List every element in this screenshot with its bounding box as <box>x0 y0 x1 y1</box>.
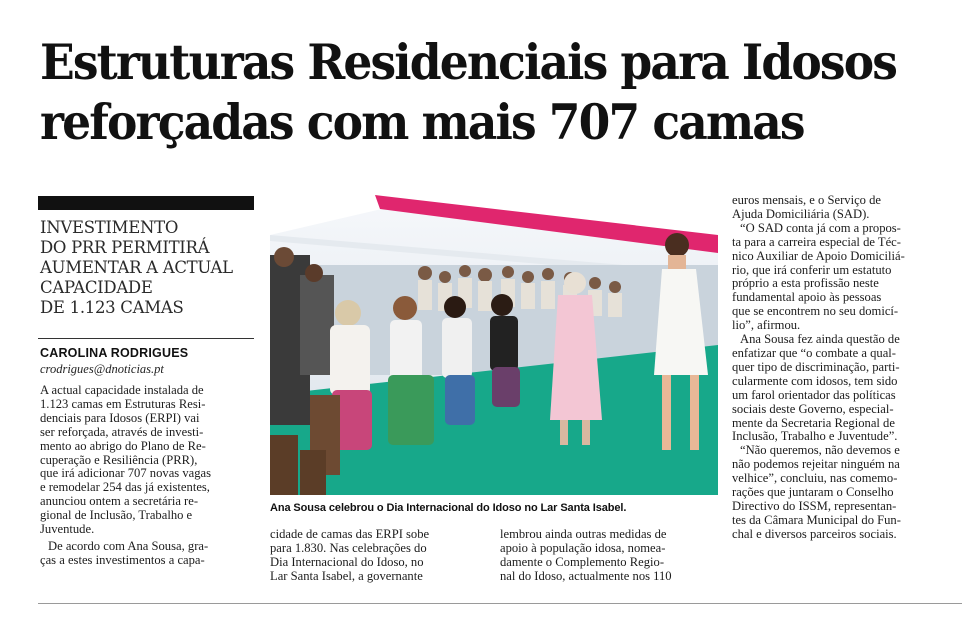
text-line: A actual capacidade instalada de <box>40 384 204 397</box>
deck-line: INVESTIMENTO <box>40 218 179 237</box>
headline-line-2: reforçadas com mais 707 camas <box>40 93 804 151</box>
text-line: Juventude. <box>40 523 95 537</box>
text-line: que irá adicionar 707 novas vagas <box>40 467 212 481</box>
text-line: Lar Santa Isabel, a governante <box>270 569 423 583</box>
text-line: próprio a esta profissão neste <box>732 277 879 291</box>
deck-divider <box>38 338 254 339</box>
text-line: chal e diversos parceiros sociais. <box>732 527 897 541</box>
text-line: ças a estes investimentos a capa- <box>40 553 205 567</box>
text-line: Directivo do ISSM, representan- <box>732 499 897 513</box>
text-line: fundamental apoio às pessoas <box>732 291 882 305</box>
text-line: Ana Sousa fez ainda questão de <box>740 333 900 347</box>
text-line: damente o Complemento Regio- <box>500 555 665 569</box>
byline-author: CAROLINA RODRIGUES <box>40 346 189 360</box>
text-line: quer tipo de discriminação, parti- <box>732 360 900 374</box>
text-line: Ajuda Domiciliária (SAD). <box>732 207 870 221</box>
text-line: ser reforçada, através de investi- <box>40 425 204 439</box>
text-line: lembrou ainda outras medidas de <box>500 528 667 541</box>
headline-line-1: Estruturas Residenciais para Idosos <box>40 33 897 91</box>
text-line: não podemos rejeitar ninguém na <box>732 458 900 472</box>
text-line: rio, que irá conferir um estatuto <box>732 263 892 277</box>
section-bar <box>38 196 254 210</box>
text-line: cularmente com idosos, tem sido <box>732 374 898 388</box>
text-line: para 1.830. Nas celebrações do <box>270 541 427 555</box>
photo-illustration <box>270 195 718 495</box>
text-line: “O SAD conta já com a propos- <box>740 221 901 235</box>
deck-line: AUMENTAR A ACTUAL <box>40 258 233 277</box>
deck-line: CAPACIDADE <box>40 278 153 297</box>
text-line: cuperação e Resiliência (PRR), <box>40 453 198 467</box>
text-line: e remodelar 254 das já existentes, <box>40 481 210 495</box>
text-line: anunciou ontem a secretária re- <box>40 495 199 509</box>
text-line: sociais deste Governo, especial- <box>732 402 894 416</box>
text-line: enfatizar que “o combate a qual- <box>732 346 896 360</box>
text-line: De acordo com Ana Sousa, gra- <box>48 539 209 553</box>
text-line: cidade de camas das ERPI sobe <box>270 528 430 541</box>
text-line: um farol orientador das políticas <box>732 388 896 402</box>
byline-email[interactable]: crodrigues@dnoticias.pt <box>40 362 164 376</box>
text-line: gional de Inclusão, Trabalho e <box>40 509 193 523</box>
text-line: nico Auxiliar de Apoio Domiciliá- <box>732 249 905 263</box>
text-line: denciais para Idosos (ERPI) vai <box>40 411 200 425</box>
deck-line: DE 1.123 CAMAS <box>40 298 184 317</box>
text-line: euros mensais, e o Serviço de <box>732 194 881 207</box>
article-column-2 <box>270 528 488 584</box>
text-line: rações que juntaram o Conselho <box>732 486 894 500</box>
photo-caption: Ana Sousa celebrou o Dia Internacional do Idoso no Lar Santa Isabel. <box>270 502 627 514</box>
text-line: mente da Secretaria Regional de <box>732 416 895 430</box>
article-column-1 <box>40 384 254 568</box>
text-line: velhice”, concluiu, nas comemo- <box>732 472 898 486</box>
text-line: tes da Câmara Municipal do Fun- <box>732 513 901 527</box>
deck-line: DO PRR PERMITIRÁ <box>40 238 210 257</box>
article-column-4 <box>732 194 952 542</box>
text-line: que se encontrem no seu domicí- <box>732 305 899 319</box>
text-line: lio”, afirmou. <box>732 319 801 333</box>
text-line: ta para a carreira especial de Téc- <box>732 235 901 249</box>
article-column-3 <box>500 528 718 584</box>
text-line: nal do Idoso, actualmente nos 110 <box>500 569 672 583</box>
article-photo <box>270 195 718 495</box>
headline <box>40 32 897 152</box>
text-line: mento ao abrigo do Plano de Re- <box>40 439 206 453</box>
text-line: “Não queremos, não devemos e <box>740 444 900 458</box>
text-line: Dia Internacional do Idoso, no <box>270 555 424 569</box>
deck <box>40 218 254 318</box>
text-line: Inclusão, Trabalho e Juventude”. <box>732 430 898 444</box>
text-line: apoio à população idosa, nomea- <box>500 541 666 555</box>
bottom-divider <box>38 603 962 604</box>
text-line: 1.123 camas em Estruturas Resi- <box>40 397 206 411</box>
